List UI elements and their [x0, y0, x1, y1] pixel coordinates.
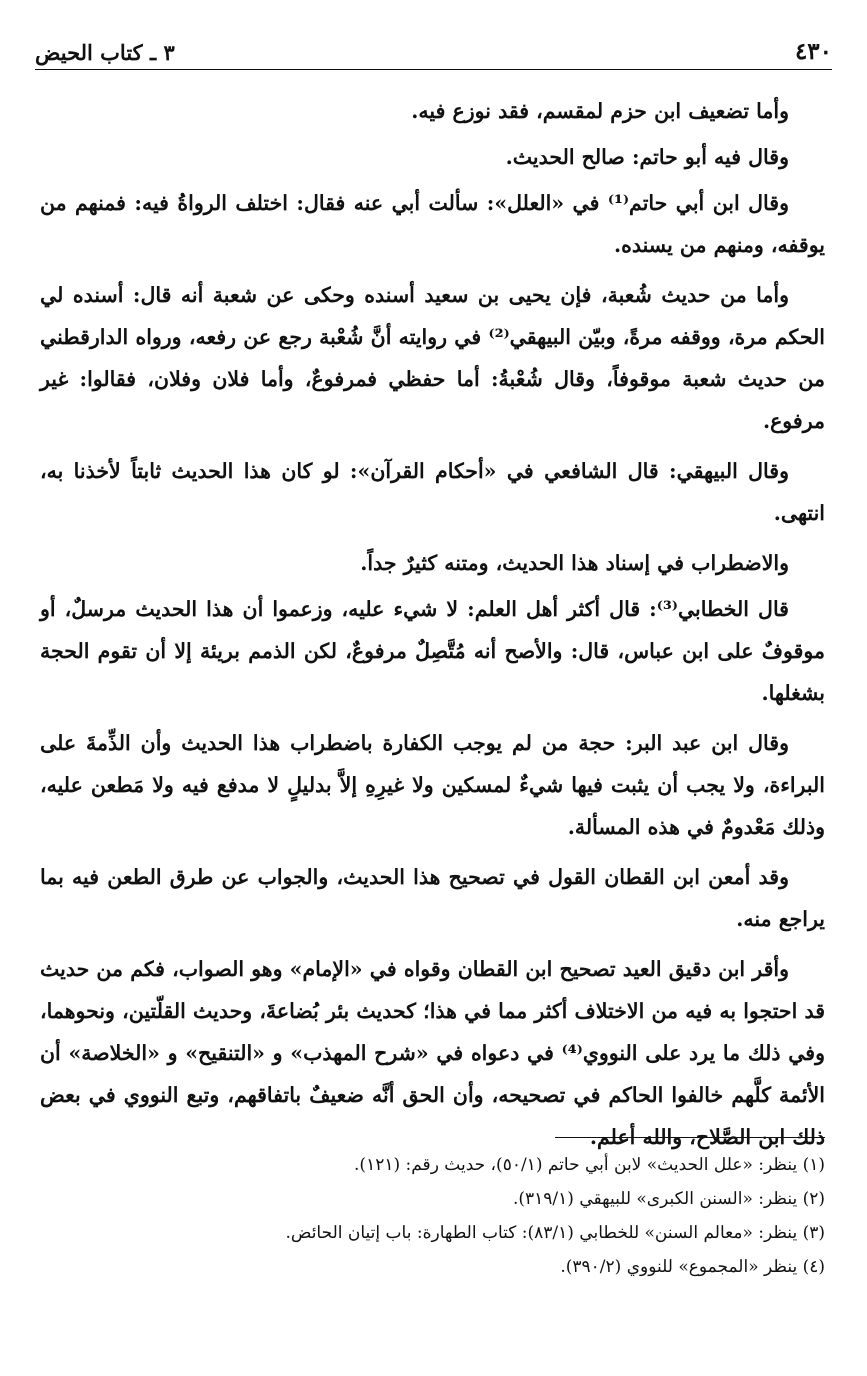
footnotes	[40, 1148, 825, 1284]
footnote: (٣) ينظر: «معالم السنن» للخطابي (٨٣/١): كتاب الطهارة: باب إتيان الحائض.	[285, 1223, 825, 1243]
main-text	[40, 90, 825, 1166]
paragraph: وقد أمعن ابن القطان القول في تصحيح هذا الحديث، والجواب عن طرق الطعن فيه بما يراجع منه.	[40, 865, 825, 931]
paragraph: وقال ابن عبد البر: حجة من لم يوجب الكفارة باضطراب هذا الحديث وأن الذِّمةَ على البراءة، ولا يجب أن يثبت فيها شيءٌ لمسكين ولا غيرِهِ إلاَّ بدليلٍ لا مدفع فيه ولا مَطعن عليه، وذلك مَعْدومٌ في هذه المسألة.	[40, 731, 825, 839]
paragraph: وقال البيهقي: قال الشافعي في «أحكام القرآن»: لو كان هذا الحديث ثابتاً لأخذنا به، انتهى.	[40, 459, 825, 525]
paragraph: وأما من حديث شُعبة، فإن يحيى بن سعيد أسنده وحكى عن شعبة أنه قال: أسنده لي الحكم مرة، ووقفه مرةً، وبيّن البيهقي⁽²⁾ في روايته أنَّ شُعْبة رجع عن رفعه، ورواه الدارقطني من حديث شعبة موقوفاً، وقال شُعْبةُ: أما حفظي فمرفوعٌ، وأما فلان وفلان، فقالوا: غير مرفوع.	[40, 283, 825, 433]
paragraph: قال الخطابي⁽³⁾: قال أكثر أهل العلم: لا شيء عليه، وزعموا أن هذا الحديث مرسلٌ، أو موقوفٌ على ابن عباس، قال: والأصح أنه مُتَّصِلٌ مرفوعٌ، لكن الذمم بريئة إلا أن تقوم الحجة بشغلها.	[40, 597, 825, 705]
chapter-title: ٣ ـ كتاب الحيض	[35, 40, 175, 65]
paragraph: وأما تضعيف ابن حزم لمقسم، فقد نوزع فيه.	[411, 99, 789, 123]
paragraph: وقال ابن أبي حاتم⁽¹⁾ في «العلل»: سألت أبي عنه فقال: اختلف الرواةُ فيه: فمنهم من يوقفه، ومنهم من يسنده.	[40, 191, 825, 257]
footnote: (٢) ينظر: «السنن الكبرى» للبيهقي (٣١٩/١).	[512, 1189, 825, 1209]
paragraph: وقال فيه أبو حاتم: صالح الحديث.	[505, 145, 789, 169]
footnote-separator	[555, 1137, 825, 1138]
running-header	[35, 36, 832, 70]
paragraph: والاضطراب في إسناد هذا الحديث، ومتنه كثيرٌ جداً.	[360, 551, 789, 575]
page-number: ٤٣٠	[794, 38, 832, 65]
footnote: (٤) ينظر «المجموع» للنووي (٣٩٠/٢).	[560, 1257, 825, 1277]
footnote: (١) ينظر: «علل الحديث» لابن أبي حاتم (٥٠/١)، حديث رقم: (١٢١).	[354, 1155, 825, 1175]
paragraph: وأقر ابن دقيق العيد تصحيح ابن القطان وقواه في «الإمام» وهو الصواب، فكم من حديث قد احتجوا به فيه من الاختلاف أكثر مما في هذا؛ كحديث بئر بُضاعةَ، وحديث القلّتين، ونحوهما، وفي ذلك ما يرد على النووي⁽⁴⁾ في دعواه في «شرح المهذب» و «التنقيح» و «الخلاصة» أن الأئمة كلَّهم خالفوا الحاكم في تصحيحه، وأن الحق أنَّه ضعيفٌ باتفاقهم، وتبع النووي في بعض ذلك ابن الصَّلاح، والله أعلم.	[40, 957, 825, 1149]
